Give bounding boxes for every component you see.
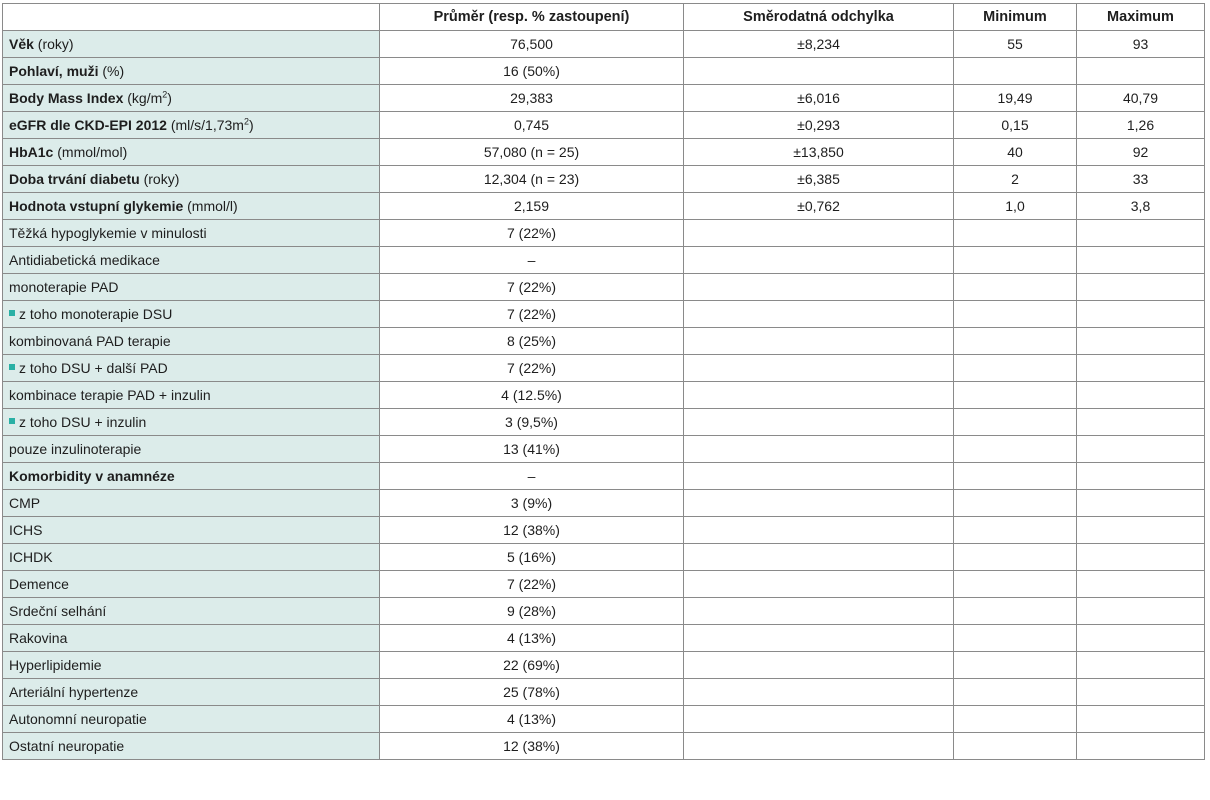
cell-max: 3,8 xyxy=(1077,193,1205,220)
cell-mean: 4 (13%) xyxy=(380,706,684,733)
row-label-text: Arteriální hypertenze xyxy=(9,684,139,700)
cell-sd xyxy=(684,382,954,409)
cell-max xyxy=(1077,544,1205,571)
cell-max xyxy=(1077,436,1205,463)
table-row xyxy=(3,517,1205,544)
cell-sd xyxy=(684,301,954,328)
row-label-bold: Body Mass Index xyxy=(9,90,124,106)
bullet-square-icon xyxy=(9,364,15,370)
bullet-square-icon xyxy=(9,418,15,424)
cell-sd xyxy=(684,328,954,355)
row-label-text: kombinovaná PAD terapie xyxy=(9,333,171,349)
cell-min xyxy=(954,409,1077,436)
cell-max xyxy=(1077,463,1205,490)
row-label xyxy=(3,31,380,58)
cell-sd: ±0,293 xyxy=(684,112,954,139)
cell-max xyxy=(1077,328,1205,355)
table-row xyxy=(3,112,1205,139)
table-body xyxy=(3,31,1205,760)
cell-mean: 4 (12.5%) xyxy=(380,382,684,409)
cell-sd xyxy=(684,220,954,247)
row-label xyxy=(3,193,380,220)
row-label xyxy=(3,436,380,463)
table-row xyxy=(3,31,1205,58)
row-label-text: Srdeční selhání xyxy=(9,603,107,619)
cell-sd xyxy=(684,355,954,382)
row-label-bold: Věk xyxy=(9,36,34,52)
row-label-text: ICHDK xyxy=(9,549,53,565)
cell-mean: 22 (69%) xyxy=(380,652,684,679)
row-label-bold: Doba trvání diabetu xyxy=(9,171,140,187)
table-row xyxy=(3,58,1205,85)
row-label-bold: eGFR dle CKD-EPI 2012 xyxy=(9,117,167,133)
cell-max: 40,79 xyxy=(1077,85,1205,112)
cell-max: 1,26 xyxy=(1077,112,1205,139)
table-row xyxy=(3,301,1205,328)
cell-max xyxy=(1077,517,1205,544)
row-label-text: Hyperlipidemie xyxy=(9,657,102,673)
cell-min xyxy=(954,274,1077,301)
row-label-text: z toho monoterapie DSU xyxy=(19,306,173,322)
table-row xyxy=(3,166,1205,193)
cell-min: 40 xyxy=(954,139,1077,166)
row-label xyxy=(3,409,380,436)
row-label-text: Antidiabetická medikace xyxy=(9,252,160,268)
row-label xyxy=(3,652,380,679)
cell-sd xyxy=(684,652,954,679)
header-sd: Směrodatná odchylka xyxy=(684,4,954,31)
cell-min xyxy=(954,436,1077,463)
row-label-bold: Komorbidity v anamnéze xyxy=(9,468,175,484)
cell-min xyxy=(954,301,1077,328)
table-row xyxy=(3,490,1205,517)
row-label-text: Těžká hypoglykemie v minulosti xyxy=(9,225,207,241)
corner-cell xyxy=(3,4,380,31)
table-row xyxy=(3,355,1205,382)
cell-min xyxy=(954,490,1077,517)
cell-max xyxy=(1077,355,1205,382)
row-label-text: Autonomní neuropatie xyxy=(9,711,147,727)
row-label-bold: Hodnota vstupní glykemie xyxy=(9,198,184,214)
row-label-text: (mmol/l) xyxy=(183,198,238,214)
table-row xyxy=(3,436,1205,463)
cell-mean: 4 (13%) xyxy=(380,625,684,652)
cell-max xyxy=(1077,490,1205,517)
table-row xyxy=(3,139,1205,166)
bullet-square-icon xyxy=(9,310,15,316)
table-row xyxy=(3,652,1205,679)
cell-mean: 5 (16%) xyxy=(380,544,684,571)
row-label xyxy=(3,598,380,625)
table-row xyxy=(3,463,1205,490)
cell-max xyxy=(1077,409,1205,436)
cell-mean: 7 (22%) xyxy=(380,220,684,247)
table-row xyxy=(3,382,1205,409)
row-label-superscript: 2 xyxy=(243,116,249,127)
row-label xyxy=(3,85,380,112)
cell-mean: – xyxy=(380,463,684,490)
cell-max xyxy=(1077,733,1205,760)
row-label-text: (roky) xyxy=(139,171,180,187)
data-table-wrapper xyxy=(2,3,1205,760)
cell-mean: 12 (38%) xyxy=(380,517,684,544)
cell-min xyxy=(954,544,1077,571)
row-label-text: (ml/s/1,73m xyxy=(166,117,244,133)
table-row xyxy=(3,85,1205,112)
cell-max xyxy=(1077,598,1205,625)
cell-min xyxy=(954,625,1077,652)
cell-sd xyxy=(684,247,954,274)
cell-max xyxy=(1077,247,1205,274)
row-label xyxy=(3,571,380,598)
row-label-text: kombinace terapie PAD + inzulin xyxy=(9,387,211,403)
row-label-text: z toho DSU + další PAD xyxy=(19,360,168,376)
row-label-text: (kg/m xyxy=(123,90,163,106)
row-label-text: (%) xyxy=(98,63,125,79)
row-label xyxy=(3,166,380,193)
cell-sd xyxy=(684,463,954,490)
patient-characteristics-table xyxy=(2,3,1205,760)
cell-sd: ±6,016 xyxy=(684,85,954,112)
cell-max xyxy=(1077,274,1205,301)
header-row xyxy=(3,4,1205,31)
row-label-text-end: ) xyxy=(167,90,172,106)
cell-max xyxy=(1077,382,1205,409)
cell-sd: ±0,762 xyxy=(684,193,954,220)
cell-max: 93 xyxy=(1077,31,1205,58)
row-label xyxy=(3,301,380,328)
row-label xyxy=(3,274,380,301)
cell-sd xyxy=(684,409,954,436)
row-label-text: z toho DSU + inzulin xyxy=(19,414,147,430)
cell-min xyxy=(954,571,1077,598)
row-label xyxy=(3,625,380,652)
table-row xyxy=(3,625,1205,652)
cell-max xyxy=(1077,301,1205,328)
table-row xyxy=(3,193,1205,220)
cell-mean: 8 (25%) xyxy=(380,328,684,355)
cell-mean: 16 (50%) xyxy=(380,58,684,85)
cell-min: 19,49 xyxy=(954,85,1077,112)
cell-min: 1,0 xyxy=(954,193,1077,220)
cell-mean: 12 (38%) xyxy=(380,733,684,760)
row-label xyxy=(3,679,380,706)
cell-sd: ±13,850 xyxy=(684,139,954,166)
cell-mean: 7 (22%) xyxy=(380,355,684,382)
cell-mean: 29,383 xyxy=(380,85,684,112)
cell-mean: 13 (41%) xyxy=(380,436,684,463)
cell-sd xyxy=(684,58,954,85)
cell-sd: ±6,385 xyxy=(684,166,954,193)
row-label xyxy=(3,139,380,166)
row-label-text: ICHS xyxy=(9,522,43,538)
cell-sd xyxy=(684,436,954,463)
cell-max xyxy=(1077,625,1205,652)
cell-min xyxy=(954,652,1077,679)
cell-max xyxy=(1077,220,1205,247)
table-row xyxy=(3,220,1205,247)
row-label-text: Demence xyxy=(9,576,69,592)
header-max: Maximum xyxy=(1077,4,1205,31)
cell-max: 33 xyxy=(1077,166,1205,193)
cell-sd xyxy=(684,544,954,571)
table-row xyxy=(3,706,1205,733)
cell-mean: 2,159 xyxy=(380,193,684,220)
cell-mean: 3 (9%) xyxy=(380,490,684,517)
cell-sd xyxy=(684,679,954,706)
row-label xyxy=(3,517,380,544)
row-label xyxy=(3,355,380,382)
table-row xyxy=(3,328,1205,355)
cell-mean: 0,745 xyxy=(380,112,684,139)
cell-min xyxy=(954,733,1077,760)
cell-min xyxy=(954,355,1077,382)
cell-max xyxy=(1077,58,1205,85)
row-label xyxy=(3,247,380,274)
cell-mean: 76,500 xyxy=(380,31,684,58)
row-label-text: CMP xyxy=(9,495,41,511)
cell-min xyxy=(954,679,1077,706)
row-label xyxy=(3,58,380,85)
row-label-text: pouze inzulinoterapie xyxy=(9,441,142,457)
cell-max xyxy=(1077,571,1205,598)
header-mean: Průměr (resp. % zastoupení) xyxy=(380,4,684,31)
cell-min xyxy=(954,463,1077,490)
cell-min xyxy=(954,382,1077,409)
cell-max xyxy=(1077,652,1205,679)
table-row xyxy=(3,544,1205,571)
table-row xyxy=(3,571,1205,598)
row-label-superscript: 2 xyxy=(162,89,168,100)
row-label-text: monoterapie PAD xyxy=(9,279,119,295)
cell-max xyxy=(1077,706,1205,733)
cell-min: 0,15 xyxy=(954,112,1077,139)
cell-min xyxy=(954,598,1077,625)
cell-mean: 9 (28%) xyxy=(380,598,684,625)
cell-min xyxy=(954,328,1077,355)
cell-min: 55 xyxy=(954,31,1077,58)
row-label-text: Rakovina xyxy=(9,630,68,646)
cell-min: 2 xyxy=(954,166,1077,193)
cell-min xyxy=(954,58,1077,85)
row-label-text: Ostatní neuropatie xyxy=(9,738,125,754)
cell-sd xyxy=(684,490,954,517)
cell-mean: 7 (22%) xyxy=(380,301,684,328)
cell-mean: 12,304 (n = 23) xyxy=(380,166,684,193)
cell-sd xyxy=(684,517,954,544)
cell-mean: 7 (22%) xyxy=(380,274,684,301)
cell-min xyxy=(954,220,1077,247)
row-label xyxy=(3,328,380,355)
cell-mean: – xyxy=(380,247,684,274)
row-label-text: (mmol/mol) xyxy=(53,144,128,160)
cell-sd xyxy=(684,733,954,760)
cell-sd xyxy=(684,274,954,301)
table-row xyxy=(3,274,1205,301)
table-row xyxy=(3,733,1205,760)
row-label xyxy=(3,112,380,139)
table-row xyxy=(3,679,1205,706)
row-label xyxy=(3,544,380,571)
row-label xyxy=(3,220,380,247)
header-min: Minimum xyxy=(954,4,1077,31)
cell-mean: 7 (22%) xyxy=(380,571,684,598)
cell-min xyxy=(954,247,1077,274)
row-label xyxy=(3,463,380,490)
cell-sd xyxy=(684,625,954,652)
cell-min xyxy=(954,517,1077,544)
row-label xyxy=(3,382,380,409)
row-label xyxy=(3,490,380,517)
table-row xyxy=(3,409,1205,436)
row-label-bold: HbA1c xyxy=(9,144,54,160)
cell-min xyxy=(954,706,1077,733)
row-label-bold: Pohlaví, muži xyxy=(9,63,99,79)
cell-sd: ±8,234 xyxy=(684,31,954,58)
row-label-text-end: ) xyxy=(248,117,254,133)
row-label xyxy=(3,706,380,733)
row-label-text: (roky) xyxy=(33,36,74,52)
cell-max: 92 xyxy=(1077,139,1205,166)
cell-mean: 57,080 (n = 25) xyxy=(380,139,684,166)
row-label xyxy=(3,733,380,760)
cell-sd xyxy=(684,706,954,733)
table-row xyxy=(3,598,1205,625)
table-row xyxy=(3,247,1205,274)
cell-max xyxy=(1077,679,1205,706)
cell-mean: 3 (9,5%) xyxy=(380,409,684,436)
cell-mean: 25 (78%) xyxy=(380,679,684,706)
cell-sd xyxy=(684,598,954,625)
cell-sd xyxy=(684,571,954,598)
